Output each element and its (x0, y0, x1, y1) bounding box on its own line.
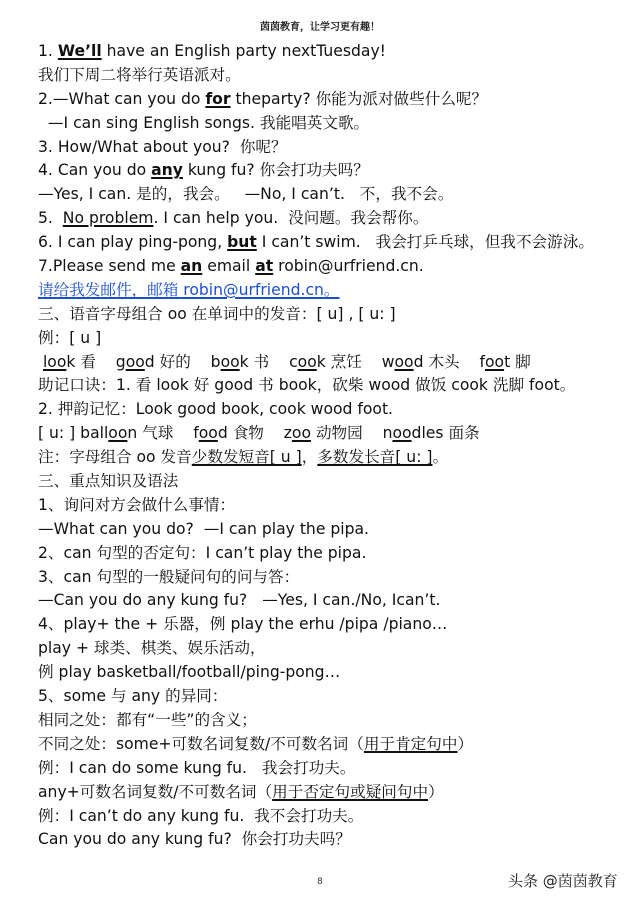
text-line (38, 494, 630, 518)
text-line (38, 661, 630, 685)
text-segment: loo (42, 352, 67, 371)
text-segment: kung fu? 你会打功夫吗？ (182, 161, 369, 180)
text-line (38, 542, 630, 566)
text-line (38, 327, 630, 351)
text-segment: email (202, 257, 256, 276)
text-segment: robin@urfriend.cn. (273, 257, 424, 276)
text-segment: 不同之处：some+可数名词复数/不可数名词（ (38, 734, 364, 753)
text-segment: k 烹饪 w (316, 352, 395, 371)
text-segment: 2.—What can you do (38, 89, 206, 108)
text-segment: oo (198, 424, 218, 443)
text-segment: We’ll (57, 42, 102, 60)
text-line (38, 255, 630, 279)
text-segment: No problem (62, 209, 154, 228)
text-segment: [ u: ] ball (38, 424, 109, 443)
text-line (38, 470, 630, 494)
text-line (38, 136, 630, 160)
text-segment: oo (484, 352, 505, 371)
page-header: 茵茵教育，让学习更有趣！ (260, 22, 380, 33)
text-segment: k 书 c (239, 352, 298, 371)
text-segment: oo (220, 352, 240, 371)
text-segment: 少数发短音[ u ] (191, 448, 302, 467)
text-line (38, 733, 630, 757)
text-line (38, 40, 630, 64)
text-segment: 例：[ u ] (38, 328, 102, 347)
text-segment: 3、can 句型的一般疑问句的问与答： (38, 567, 300, 586)
text-segment: 5、some 与 any 的异同： (38, 687, 228, 706)
text-segment: ， (301, 448, 318, 467)
text-segment: n 气球 f (127, 424, 199, 443)
text-segment: ） (428, 782, 444, 801)
text-segment: ） (457, 734, 474, 753)
text-line (38, 231, 630, 255)
text-line (38, 112, 630, 136)
text-line (38, 422, 630, 446)
document-body (38, 40, 630, 852)
text-segment: . I can help you. 没问题。我会帮你。 (153, 209, 429, 228)
text-segment: 2、can 句型的否定句：I can’t play the pipa. (38, 543, 367, 562)
text-segment: 5. (38, 209, 63, 228)
text-segment: k 看 g (66, 352, 126, 371)
watermark: 头条 @茵茵教育 (508, 872, 618, 890)
text-segment: have an English party nextTuesday! (101, 42, 386, 60)
text-line (38, 709, 630, 733)
text-segment: d 好的 b (144, 352, 221, 371)
text-segment: 例：I can’t do any kung fu. 我不会打功夫。 (38, 806, 364, 825)
text-line (38, 518, 630, 542)
text-segment: 我们下周二将举行英语派对。 (38, 65, 241, 84)
text-segment: 。 (432, 448, 449, 467)
text-segment: oo (392, 424, 412, 443)
text-segment: 1. (38, 42, 58, 60)
text-segment: —What can you do? —I can play the pipa. (38, 519, 370, 538)
text-segment[interactable]: 请给我发邮件，邮箱 robin@urfriend.cn。 (38, 280, 340, 299)
text-segment: oo (394, 352, 414, 371)
text-line (38, 757, 630, 781)
text-line (38, 805, 630, 829)
text-segment: I can’t swim. 我会打乒乓球，但我不会游泳。 (256, 233, 594, 252)
text-line (38, 64, 630, 88)
text-line (38, 685, 630, 709)
text-segment: 4、play+ the + 乐器，例 play the erhu /pipa /piano… (38, 615, 448, 634)
text-segment: 例：I can do some kung fu. 我会打功夫。 (38, 758, 356, 777)
text-line (38, 183, 630, 207)
text-segment: 用于肯定句中 (363, 734, 458, 753)
text-segment: 注：字母组合 oo 发音 (38, 448, 192, 467)
text-segment: 三、重点知识及语法 (38, 472, 179, 491)
text-segment: 3. How/What about you? 你呢？ (38, 137, 287, 156)
text-segment: —Yes, I can. 是的，我会。 —No, I can’t. 不，我不会。 (38, 185, 454, 204)
text-line (38, 398, 630, 422)
text-line (38, 351, 630, 375)
text-segment: any+可数名词复数/不可数名词（ (38, 782, 273, 801)
text-segment: dles 面条 (411, 424, 480, 443)
page-number: 8 (317, 877, 323, 887)
text-line (38, 303, 630, 327)
text-segment: for (205, 89, 231, 108)
text-segment: oo (291, 424, 311, 443)
text-segment: any (151, 161, 183, 180)
text-segment: 用于否定句或疑问句中 (272, 782, 429, 801)
text-segment: —I can sing English songs. 我能唱英文歌。 (38, 113, 370, 132)
text-segment: an (180, 257, 203, 276)
text-segment: at (255, 257, 274, 276)
text-segment: play + 球类、棋类、娱乐活动， (38, 639, 266, 658)
text-segment: 6. I can play ping-pong, (38, 233, 228, 252)
text-segment: oo (297, 352, 317, 371)
text-segment: 相同之处：都有“一些”的含义； (38, 710, 257, 729)
text-segment: 三、语音字母组合 oo 在单词中的发音：[ u] , [ u: ] (38, 304, 396, 323)
text-line (38, 828, 630, 852)
text-segment: d 食物 z (217, 424, 292, 443)
text-segment: 例 play basketball/football/ping-pong… (38, 663, 341, 682)
text-line (38, 589, 630, 613)
text-segment: Can you do any kung fu? 你会打功夫吗？ (38, 830, 351, 849)
text-segment: 4. Can you do (38, 161, 152, 180)
text-segment: d 木头 f (413, 352, 485, 371)
text-line (38, 637, 630, 661)
text-segment: oo (108, 424, 128, 443)
text-line (38, 279, 630, 303)
text-segment: oo (125, 352, 145, 371)
text-segment: 2. 押韵记忆：Look good book, cook wood foot. (38, 400, 394, 419)
text-segment: 动物园 n (311, 424, 393, 443)
text-line (38, 446, 630, 470)
text-segment: 多数发长音[ u: ] (317, 448, 433, 467)
text-line (38, 159, 630, 183)
text-segment: t 脚 (504, 352, 531, 371)
text-segment: 助记口诀：1. 看 look 好 good 书 book，砍柴 wood 做饭 cook 洗脚 foot。 (38, 376, 576, 395)
text-line (38, 566, 630, 590)
text-segment: theparty? 你能为派对做些什么呢？ (230, 89, 488, 108)
text-segment: 1、询问对方会做什么事情： (38, 495, 236, 514)
text-line (38, 781, 630, 805)
text-line (38, 374, 630, 398)
text-segment: 7.Please send me (38, 257, 181, 276)
text-segment: but (227, 233, 257, 252)
text-line (38, 613, 630, 637)
text-segment: —Can you do any kung fu? —Yes, I can./No, Ican’t. (38, 591, 441, 610)
text-line (38, 207, 630, 231)
text-line (38, 88, 630, 112)
